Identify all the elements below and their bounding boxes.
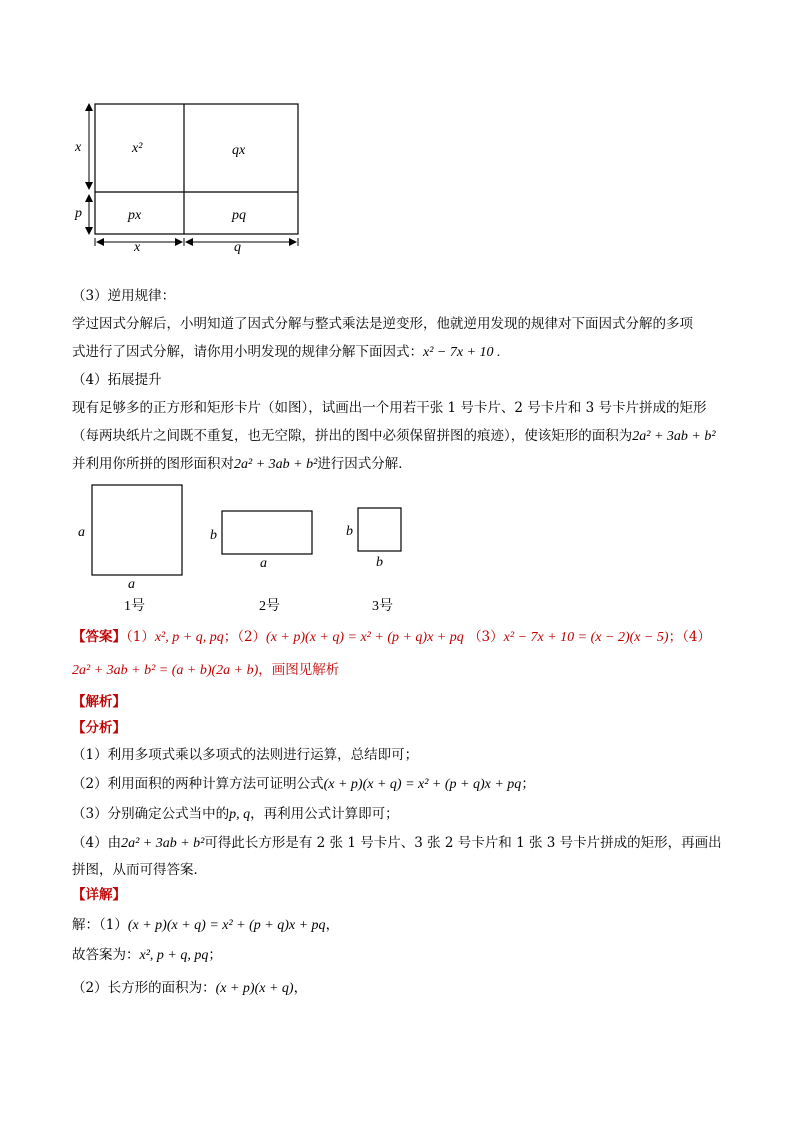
card-3-side-label: b — [346, 524, 353, 539]
analysis-line3-pre: （3）分别确定公式当中的 — [72, 806, 230, 822]
answer-part1-label: （1） — [126, 629, 155, 645]
detail-line3 — [72, 979, 307, 998]
detail-line3-area: (x + p)(x + q) — [215, 981, 294, 996]
section3-expression: x² − 7x + 10 . — [423, 345, 501, 360]
bottom-label-q: q — [234, 240, 241, 255]
analysis-line2-end: ； — [521, 776, 535, 792]
cell-qx: qx — [232, 143, 246, 158]
detail-line2-pre: 故答案为： — [72, 947, 140, 963]
section4-line3-expression: 2a² + 3ab + b² — [234, 457, 318, 472]
analysis-line3-post: ，再利用公式计算即可； — [250, 806, 399, 822]
detail-line2 — [72, 946, 222, 965]
detail-line3-post: ， — [293, 980, 308, 996]
answer-line1 — [72, 628, 711, 647]
answer-part4-note: ，画图见解析 — [258, 662, 340, 678]
detail-line1-formula: (x + p)(x + q) = x² + (p + q)x + pq — [127, 918, 326, 933]
analysis-line2 — [72, 775, 535, 794]
analysis-line4-expression: 2a² + 3ab + b² — [121, 836, 205, 851]
section4-line2 — [72, 427, 716, 446]
section4-line3 — [72, 455, 412, 474]
answer-part2-label: ；（2） — [223, 629, 267, 645]
answer-part1: x², p + q, pq — [154, 630, 224, 645]
jiexi-tag: 【解析】 — [72, 694, 126, 710]
card-2-side-label: b — [210, 528, 217, 543]
detail-tag: 【详解】 — [72, 887, 126, 903]
analysis-line4-post: 可得此长方形是有 2 张 1 号卡片、3 张 2 号卡片和 1 张 3 号卡片拼成的矩形，再画出 — [204, 835, 722, 851]
answer-part3: x² − 7x + 10 = (x − 2)(x − 5) — [503, 630, 669, 645]
card-2-rectangle — [222, 511, 312, 554]
cards-figure — [70, 478, 430, 620]
side-label-p: p — [75, 206, 82, 221]
analysis-line5: 拼图，从而可得答案． — [72, 862, 207, 878]
answer-part2: (x + p)(x + q) = x² + (p + q)x + pq — [266, 630, 464, 645]
detail-line1-pre: 解：（1） — [72, 917, 128, 933]
card-3-square — [358, 508, 401, 551]
answer-tag: 【答案】 — [72, 629, 126, 645]
card-1-side-label: a — [78, 525, 85, 540]
answer-part3-label: （3） — [468, 629, 504, 645]
detail-line1 — [72, 916, 339, 935]
analysis-line1: （1）利用多项式乘以多项式的法则进行运算，总结即可； — [72, 747, 419, 763]
answer-part4: 2a² + 3ab + b² = (a + b)(2a + b) — [72, 663, 259, 678]
analysis-tag: 【分析】 — [72, 720, 126, 736]
section4-line3-pre: 并利用你所拼的图形面积对 — [72, 456, 234, 472]
detail-line2-post: ； — [208, 947, 222, 963]
analysis-line3 — [72, 805, 399, 824]
side-label-x: x — [75, 140, 82, 155]
section3-para-text: 式进行了因式分解，请你用小明发现的规律分解下面因式： — [72, 344, 423, 360]
answer-line2 — [72, 661, 339, 680]
card-3-caption: 3号 — [372, 599, 393, 614]
card-3-bottom-label: b — [376, 555, 383, 570]
detail-line3-pre: （2）长方形的面积为： — [72, 980, 216, 996]
detail-line1-post: ， — [325, 917, 340, 933]
section3-heading: （3）逆用规律： — [72, 288, 176, 304]
section4-line2-text: （每两块纸片之间既不重复，也无空隙，拼出的图中必须保留拼图的痕迹），使该矩形的面积为 — [72, 428, 633, 444]
section3-para-line2 — [72, 343, 501, 362]
analysis-line2-formula: (x + p)(x + q) = x² + (p + q)x + pq — [323, 777, 522, 792]
section4-heading: （4）拓展提升 — [72, 372, 162, 388]
card-1-square — [92, 485, 182, 575]
card-1-bottom-label: a — [128, 577, 135, 592]
cell-pq: pq — [232, 208, 246, 223]
section4-line1: 现有足够多的正方形和矩形卡片（如图），试画出一个用若干张 1 号卡片、2 号卡片和 3 号卡片拼成的矩形 — [72, 400, 707, 416]
analysis-line4-pre: （4）由 — [72, 835, 122, 851]
card-2-bottom-label: a — [260, 556, 267, 571]
analysis-line4 — [72, 834, 722, 853]
analysis-line3-vars: p, q — [229, 807, 251, 822]
answer-part4-label: ；（4） — [668, 629, 711, 645]
cell-px: px — [128, 208, 142, 223]
cell-x-squared: x² — [132, 141, 143, 156]
analysis-line2-text: （2）利用面积的两种计算方法可证明公式 — [72, 776, 324, 792]
area-model-figure — [70, 96, 310, 256]
card-1-caption: 1号 — [124, 599, 145, 614]
section4-area-expression: 2a² + 3ab + b² — [632, 429, 716, 444]
section4-line3-post: 进行因式分解． — [317, 456, 412, 472]
card-2-caption: 2号 — [259, 599, 280, 614]
detail-line2-answer: x², p + q, pq — [139, 948, 209, 963]
section3-para-line1: 学过因式分解后，小明知道了因式分解与整式乘法是逆变形，他就逆用发现的规律对下面因式分解的多项 — [72, 316, 693, 332]
bottom-label-x: x — [134, 240, 141, 255]
